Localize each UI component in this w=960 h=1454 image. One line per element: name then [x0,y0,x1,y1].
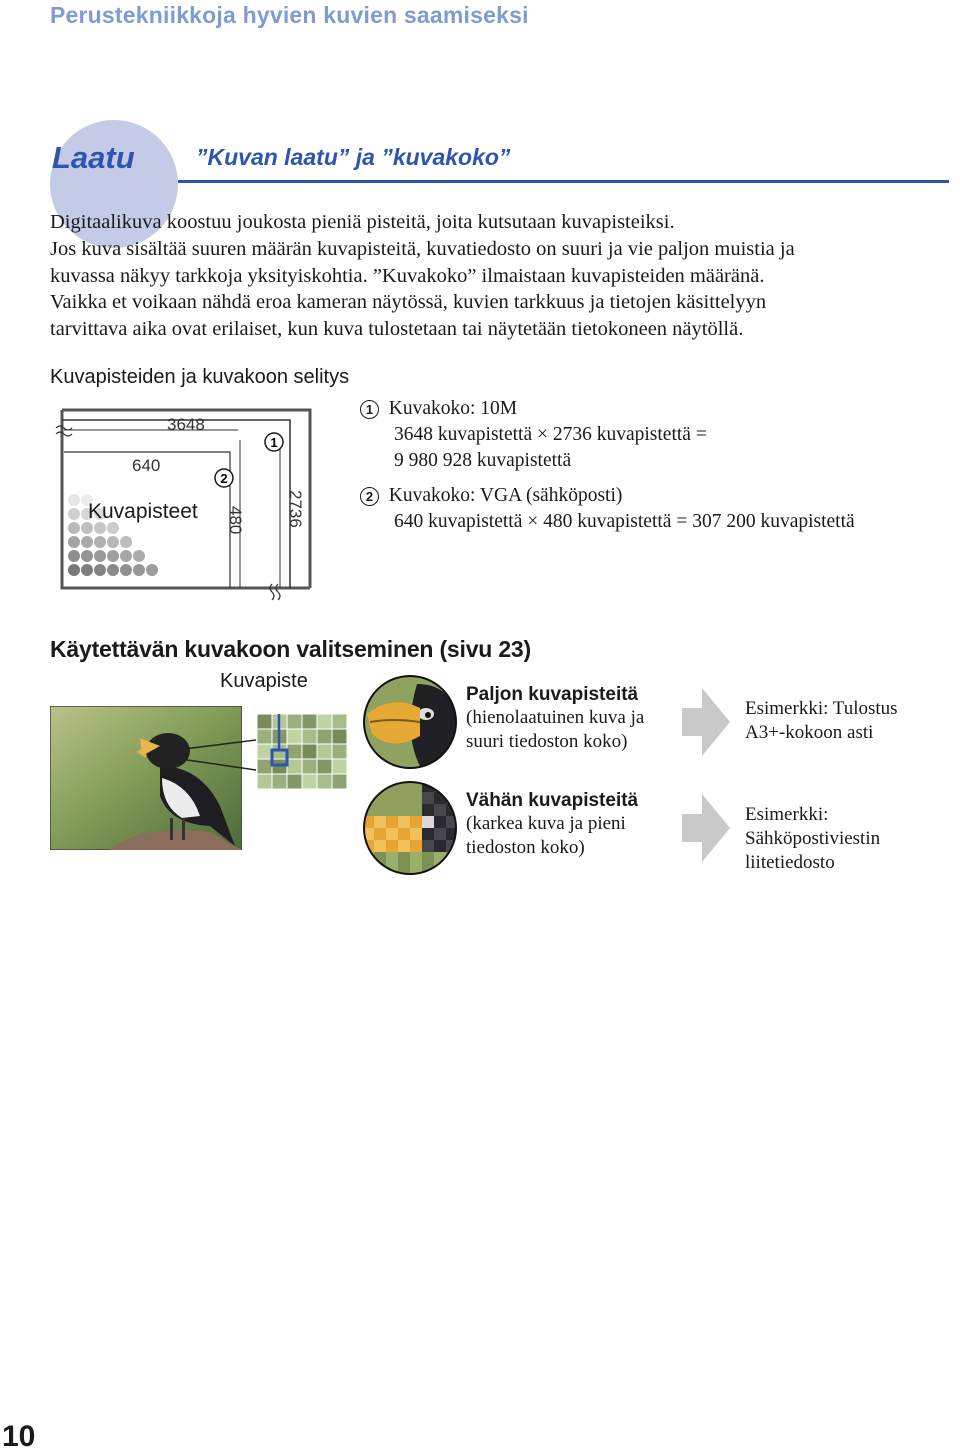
row-2-example-line2: Sähköpostiviestin [745,828,881,849]
break-mark-bottom [276,584,280,600]
break-mark-left [56,426,72,430]
diagram-caption: Kuvapisteiden ja kuvakoon selitys [50,366,350,388]
break-mark-bottom [270,584,274,600]
explanation-1-line3: 9 980 928 kuvapistettä [394,450,572,471]
explanation-2 [360,483,950,535]
row-1-example [745,697,898,745]
section-rule [178,180,949,183]
explanation-1 [360,396,940,474]
break-mark-left [56,432,72,436]
marker-1-text: 1 [270,435,278,450]
pixel-label: Kuvapiste [220,670,308,692]
label-640: 640 [132,456,161,475]
pixel-size-diagram [50,400,320,605]
row-2-text [466,790,638,860]
marker-2-text: 2 [220,471,228,486]
row-1-example-line2: A3+-kokoon asti [745,722,874,743]
row-1-title: Paljon kuvapisteitä [466,684,639,705]
label-kuvapisteet: Kuvapisteet [88,500,198,523]
intro-line: tarvittava aika ovat erilaiset, kun kuva tulostetaan tai näytetään tietokoneen näytöllä. [50,318,744,341]
page-number: 10 [2,1420,36,1453]
zoom-circle-coarse [362,780,458,876]
marker-1-badge: 1 [360,400,379,419]
intro-line: Digitaalikuva koostuu joukosta pieniä pisteitä, joita kutsutaan kuvapisteiksi. [50,211,675,233]
row-2-example-line3: liitetiedosto [745,852,835,873]
intro-line: Jos kuva sisältää suuren määrän kuvapisteitä, kuvatiedosto on suuri ja vie paljon muistia ja [50,237,795,260]
explanation-1-line2: 3648 kuvapistettä × 2736 kuvapistettä = [394,424,707,445]
row-2-desc1: (karkea kuva ja pieni [466,813,626,834]
row-1-desc1: (hienolaatuinen kuva ja [466,707,645,728]
row-2-desc2: tiedoston koko) [466,837,585,858]
arrow-right-icon [682,688,732,756]
selection-heading: Käytettävän kuvakoon valitseminen (sivu 23) [50,636,531,662]
section-subtitle: ”Kuvan laatu” ja ”kuvakoko” [196,144,511,170]
row-1-desc2: suuri tiedoston koko) [466,731,628,752]
explanation-2-line2: 640 kuvapistettä × 480 kuvapistettä = 307 200 kuvapistettä [394,511,855,532]
row-2-example [745,803,880,875]
label-2736: 2736 [286,490,305,528]
arrow-right-icon [682,794,732,862]
intro-line: Vaikka et voikaan nähdä eroa kameran näytössä, kuvien tarkkuus ja tietojen käsittelyyn [50,291,767,314]
row-2-example-line1: Esimerkki: [745,804,829,825]
section-label: Laatu [52,140,135,175]
marker-2-badge: 2 [360,487,379,506]
row-1-text [466,684,644,754]
explanation-2-line1: Kuvakoko: VGA (sähköposti) [388,485,623,506]
zoom-circle-fine [362,674,458,770]
label-480: 480 [226,506,245,535]
label-3648: 3648 [167,415,205,434]
row-2-title: Vähän kuvapisteitä [466,790,639,811]
intro-line: kuvassa näkyy tarkkoja yksityiskohtia. ”Kuvakoko” ilmaistaan kuvapisteiden määränä. [50,264,765,287]
intro-paragraph [50,209,930,343]
row-1-example-line1: Esimerkki: Tulostus [745,698,898,719]
pixel-grid [254,714,352,790]
explanation-1-line1: Kuvakoko: 10M [388,398,518,419]
running-header: Perustekniikkoja hyvien kuvien saamiseksi [50,2,529,28]
